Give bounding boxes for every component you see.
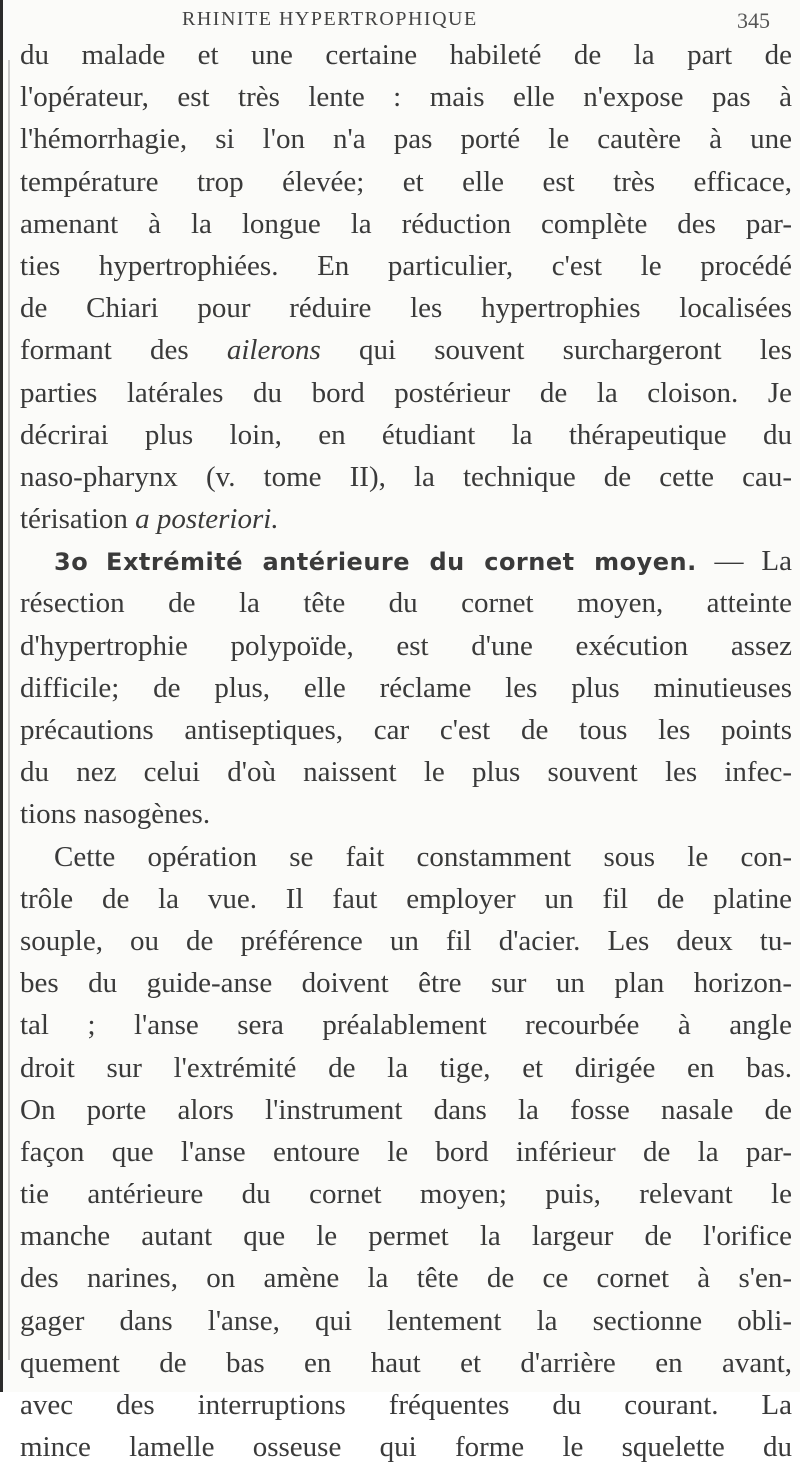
- body-text: [20, 34, 792, 1468]
- text-line: gager dans l'anse, qui lentement la sectionne obli-: [20, 1304, 792, 1337]
- italic-term-a-posteriori: a posteriori.: [135, 503, 279, 536]
- running-title: RHINITE HYPERTROPHIQUE: [182, 8, 478, 30]
- text-segment: térisation: [20, 503, 136, 536]
- text-line: tal ; l'anse sera préalablement recourbée à angle: [20, 1009, 792, 1042]
- text-line: d'hypertrophie polypoïde, est d'une exécution assez: [20, 629, 792, 662]
- text-line: droit sur l'extrémité de la tige, et dirigée en bas.: [20, 1051, 792, 1084]
- text-line: souple, ou de préférence un fil d'acier. Les deux tu-: [20, 924, 792, 957]
- text-line: précautions antiseptiques, car c'est de tous les points: [20, 714, 792, 746]
- text-line: difficile; de plus, elle réclame les plus minutieuses: [20, 671, 792, 704]
- text-line: façon que l'anse entoure le bord inférieur de la par-: [20, 1135, 792, 1168]
- text-line: [20, 498, 792, 540]
- text-line: ties hypertrophiées. En particulier, c'est le procédé: [20, 249, 792, 282]
- text-line: du nez celui d'où naissent le plus souvent les infec-: [20, 756, 792, 789]
- text-line: l'opérateur, est très lente : mais elle n'expose pas à: [20, 81, 792, 114]
- text-line: du malade et une certaine habileté de la part de: [20, 39, 792, 71]
- text-line: Cette opération se fait constamment sous le con-: [54, 840, 792, 873]
- text-line: bes du guide-anse doivent être sur un plan horizon-: [20, 967, 792, 1000]
- text-segment: formant des: [20, 334, 227, 367]
- page-number: 345: [737, 8, 770, 33]
- section-heading-line: [20, 540, 792, 582]
- text-line: résection de la tête du cornet moyen, atteinte: [20, 587, 792, 620]
- text-segment: — La: [696, 545, 792, 578]
- text-line: l'hémorrhagie, si l'on n'a pas porté le cautère à une: [20, 123, 792, 156]
- text-line: décrirai plus loin, en étudiant la thérapeutique du: [20, 418, 792, 451]
- text-line: mince lamelle osseuse qui forme le squelette du: [20, 1431, 792, 1464]
- text-line: naso-pharynx (v. tome II), la technique de cette cau-: [20, 460, 792, 493]
- text-line: des narines, on amène la tête de ce cornet à s'en-: [20, 1262, 792, 1295]
- page-spine-edge: [0, 0, 3, 1392]
- text-line: [20, 329, 792, 371]
- text-line: tions nasogènes.: [20, 798, 211, 831]
- text-line: de Chiari pour réduire les hypertrophies localisées: [20, 292, 792, 325]
- text-line: amenant à la longue la réduction complète des par-: [20, 207, 792, 240]
- text-line: parties latérales du bord postérieur de la cloison. Je: [20, 376, 792, 409]
- section-number: 3o: [54, 548, 89, 577]
- text-line: trôle de la vue. Il faut employer un fil de platine: [20, 882, 792, 915]
- text-line: quement de bas en haut et d'arrière en avant,: [20, 1346, 792, 1379]
- page-gutter-shadow: [8, 60, 10, 1360]
- text-line: température trop élevée; et elle est très efficace,: [20, 165, 792, 198]
- text-line: avec des interruptions fréquentes du courant. La: [20, 1389, 792, 1421]
- section-heading: Extrémité antérieure du cornet moyen.: [106, 548, 697, 577]
- text-line: tie antérieure du cornet moyen; puis, relevant le: [20, 1178, 792, 1211]
- text-line: manche autant que le permet la largeur de l'orifice: [20, 1220, 792, 1253]
- italic-term-ailerons: ailerons: [226, 334, 321, 367]
- text-line: On porte alors l'instrument dans la fosse nasale de: [20, 1093, 792, 1126]
- text-segment: qui souvent surchargeront les: [320, 334, 792, 367]
